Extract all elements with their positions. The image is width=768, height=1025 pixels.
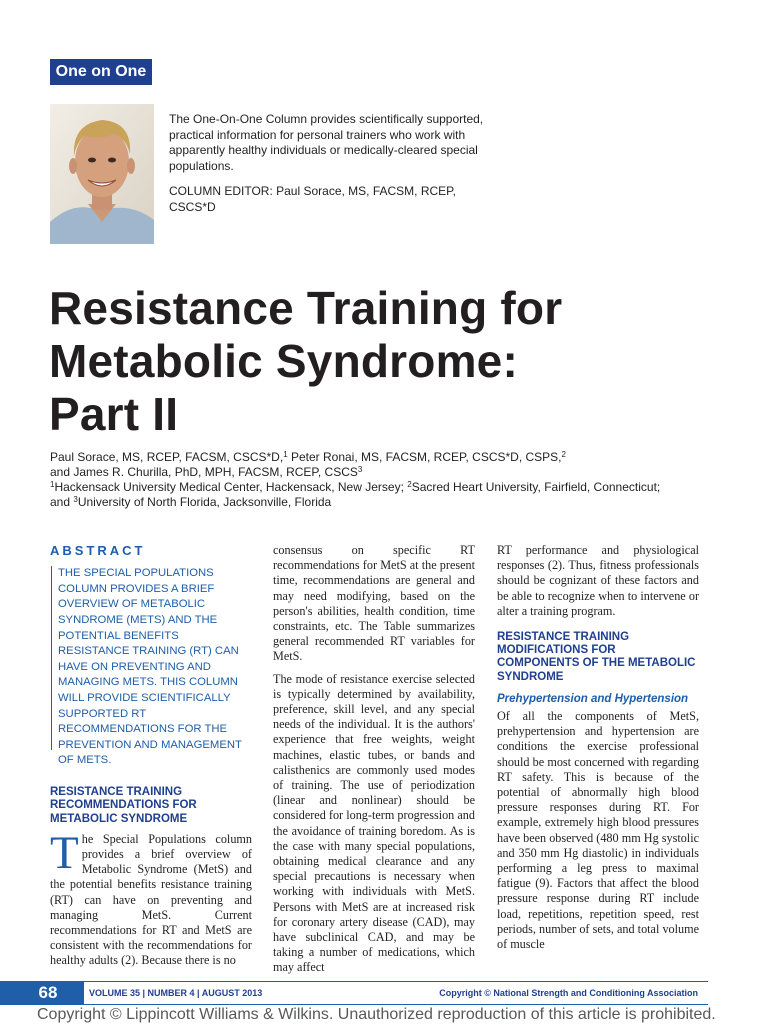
abstract-text: THE SPECIAL POPULATIONS COLUMN PROVIDES A BRIEF OVERVIEW OF METABOLIC SYNDROME (METS) AND THE POTENTIAL BENEFITS RESISTANCE TRAINING (RT) CAN HAVE ON PREVENTING AND MANAGING METS. THIS COLUMN WILL PROVIDE SCIENTIFICALLY SUPPORTED RT RECOMMENDATIONS FOR THE PREVENTION AND MANAGEMENT OF METS. (51, 566, 252, 750)
section-tag: One on One (50, 59, 152, 85)
subsection-heading: Prehypertension and Hypertension (497, 692, 689, 705)
text-column-1 (50, 543, 252, 976)
title-line-1: Resistance Training for (49, 282, 563, 334)
affiliation-marker: 1 (283, 450, 288, 459)
portrait-image (50, 104, 154, 244)
column-description: The One-On-One Column provides scientifically supported, practical information for personal trainers who work with apparently healthy individuals or medically-cleared special populations. (169, 112, 484, 173)
title-line-2: Metabolic Syndrome: (49, 335, 518, 387)
paragraph-text: he Special Populations column provides a brief overview of Metabolic Syndrome (MetS) and the potential benefits resistance training (RT) can have on preventing and managing MetS. Current recommendations for RT and MetS are consistent with the recommendations for healthy adults (2). Because there is no (50, 831, 252, 968)
author-block (50, 450, 740, 510)
affiliation-marker: 3 (73, 495, 78, 504)
affiliation-text: and (50, 495, 74, 509)
affiliation-marker: 3 (357, 465, 363, 474)
page-number (0, 981, 84, 1005)
title-line-3: Part II (49, 388, 179, 440)
body-paragraph: The mode of resistance exercise selected is typically determined by availability, preference, skill level, and any special needs of the individual. It is the authors' experience that free weights, weight machines, elastic tubes, or bands and calisthenics are commonly used modes of training. The use of periodization (linear and nonlinear) should be considered for long-term progression and the avoidance of training boredom. As is the case with many special populations, obtaining medical clearance and any special precautions is necessary when working with individuals with MetS. Persons with MetS are at increased risk for coronary artery disease (CAD), may have subclinical CAD, and may be taking a number of medications, which may affect (273, 671, 475, 975)
affiliations-line (50, 480, 740, 495)
section-heading: RESISTANCE TRAINING MODIFICATIONS FOR COMPONENTS OF THE METABOLIC SYNDROME (497, 631, 696, 683)
article-title (49, 282, 729, 441)
column-editor: COLUMN EDITOR: Paul Sorace, MS, FACSM, RCEP, CSCS*D (169, 184, 456, 214)
column-intro (169, 112, 489, 225)
affiliations-line (50, 495, 740, 510)
affiliation-text: University of North Florida, Jacksonville, Florida (77, 495, 332, 509)
body-paragraph (50, 826, 252, 969)
affiliation-marker: 2 (561, 450, 566, 459)
author-text: Peter Ronai, MS, FACSM, RCEP, CSCS*D, CSPS, (287, 450, 562, 464)
column-editor-photo (50, 104, 154, 244)
text-column-3 (497, 543, 699, 959)
affiliation-marker: 2 (407, 480, 412, 489)
authors-line (50, 465, 740, 480)
page-number-text: 68 (38, 983, 58, 1002)
affiliation-marker: 1 (50, 480, 55, 489)
author-text: Paul Sorace, MS, RCEP, FACSM, CSCS*D, (50, 450, 284, 464)
drop-cap: T (50, 826, 79, 879)
abstract-heading: ABSTRACT (50, 543, 146, 558)
journal-info: VOLUME 35 | NUMBER 4 | AUGUST 2013 (89, 988, 263, 998)
authors-line (50, 450, 740, 465)
body-paragraph: RT performance and physiological responses (2). Thus, fitness professionals should be cognizant of these factors and be able to recognize when to intervene or alter a training program. (497, 543, 699, 618)
section-heading: RESISTANCE TRAINING RECOMMENDATIONS FOR METABOLIC SYNDROME (50, 786, 197, 825)
author-text: and James R. Churilla, PhD, MPH, FACSM, RCEP, CSCS (50, 465, 358, 479)
text-column-2 (273, 543, 475, 983)
nsca-copyright: Copyright © National Strength and Conditioning Association (439, 988, 698, 998)
publisher-copyright: Copyright © Lippincott Williams & Wilkins. Unauthorized reproduction of this article is prohibited. (37, 1006, 716, 1023)
body-paragraph: Of all the components of MetS, prehypertension and hypertension are conditions the exercise professional should be most concerned with regarding RT safety. This is because of the potential of abnormally high blood pressure responses during RT. For example, extremely high blood pressures have been observed (480 mm Hg systolic and 350 mm Hg diastolic) in individuals performing a leg press to maximal fatigue (9). Factors that affect the blood pressure response during RT include load, repetitions, repetition speed, rest periods, number of sets, and total volume of muscle (497, 709, 699, 952)
body-paragraph: consensus on specific RT recommendations for MetS at the present time, recommendations are general and may need modifying, based on the person's abilities, health condition, time constraints, etc. The Table summarizes general recommended RT variables for MetS. (273, 543, 475, 664)
affiliation-text: Hackensack University Medical Center, Hackensack, New Jersey; (54, 480, 408, 494)
affiliation-text: Sacred Heart University, Fairfield, Connecticut; (411, 480, 661, 494)
